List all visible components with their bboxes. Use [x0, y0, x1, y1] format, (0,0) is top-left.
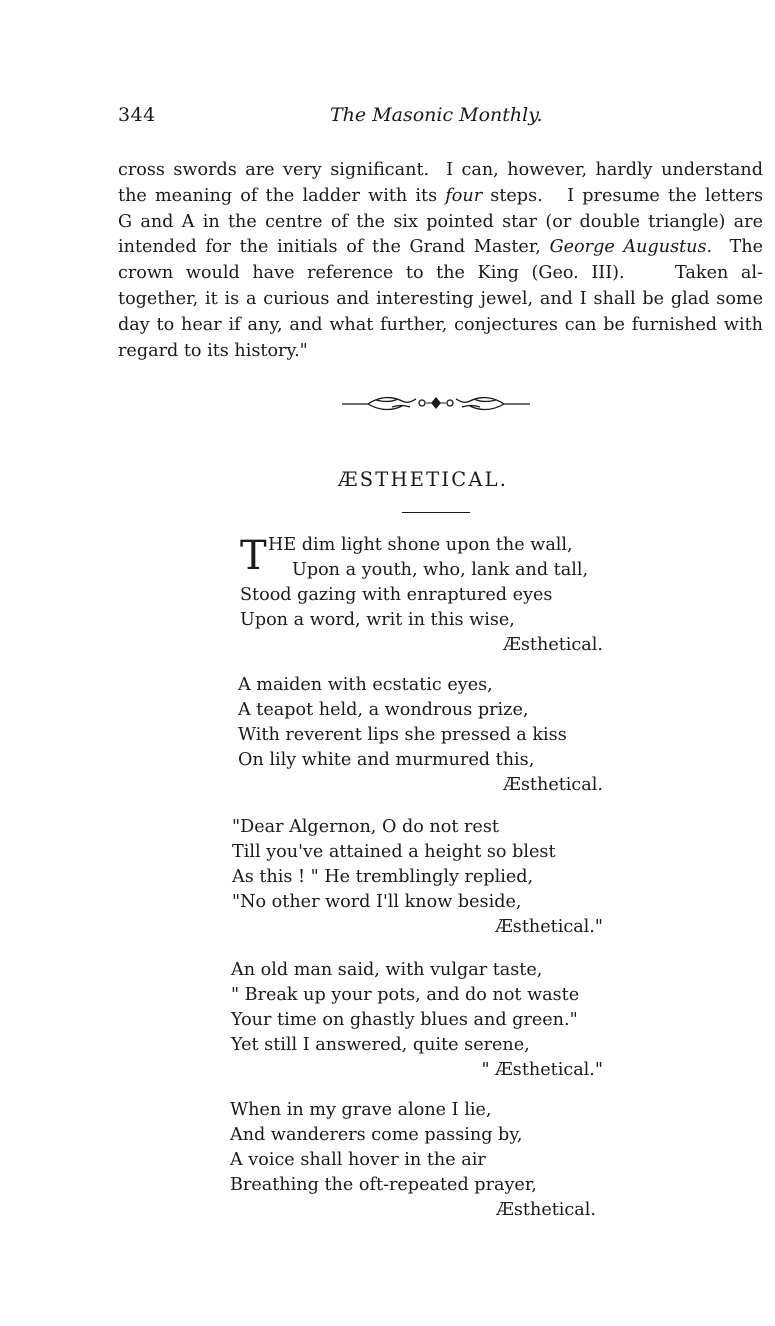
- poem-line: Yet still I answered, quite serene,: [231, 1035, 530, 1055]
- poem-stanza-3: [232, 815, 603, 940]
- poem-stanza-2: [238, 673, 603, 798]
- poem-line: When in my grave alone I lie,: [230, 1100, 492, 1120]
- poem-title: ÆSTHETICAL.: [338, 468, 509, 491]
- prose-line: day to hear if any, and what further, conjectures can be furnished with: [118, 314, 763, 335]
- poem-refrain: Æsthetical.": [495, 917, 603, 937]
- page-number: 344: [118, 104, 156, 126]
- prose-line: the meaning of the ladder with its four steps. I presume the letters: [118, 185, 763, 206]
- poem-line: With reverent lips she pressed a kiss: [238, 725, 567, 745]
- poem-line: As this ! " He tremblingly replied,: [232, 867, 534, 887]
- prose-paragraph: [118, 158, 763, 364]
- drop-cap: T: [240, 533, 267, 579]
- poem-line: Till you've attained a height so blest: [232, 842, 556, 862]
- poem-line: Your time on ghastly blues and green.": [231, 1010, 578, 1030]
- poem-line: Breathing the oft-repeated prayer,: [230, 1175, 537, 1195]
- poem-line: "No other word I'll know beside,: [232, 892, 522, 912]
- poem-refrain: " Æsthetical.": [481, 1060, 603, 1080]
- poem-refrain: Æsthetical.: [503, 635, 603, 655]
- italic-word: four: [445, 185, 483, 206]
- italic-name: George Augustus: [549, 237, 707, 258]
- poem-line: On lily white and murmured this,: [238, 750, 535, 770]
- poem-line: Stood gazing with enraptured eyes: [240, 585, 553, 605]
- prose-line: intended for the initials of the Grand Master, George Augustus. The: [118, 237, 763, 258]
- prose-line: crown would have reference to the King (Geo. III). Taken al-: [118, 263, 763, 284]
- prose-line: cross swords are very significant. I can, however, hardly understand: [118, 160, 763, 180]
- poem-line: And wanderers come passing by,: [230, 1125, 523, 1145]
- title-rule: [402, 512, 470, 513]
- poem-line: A voice shall hover in the air: [230, 1150, 486, 1170]
- poem-line: " Break up your pots, and do not waste: [231, 985, 580, 1005]
- poem-stanza-1: [240, 533, 603, 658]
- poem-line: "Dear Algernon, O do not rest: [232, 817, 499, 837]
- poem-stanza-4: [231, 958, 603, 1083]
- prose-line: together, it is a curious and interesting jewel, and I shall be glad some: [118, 288, 763, 309]
- poem-line: Upon a word, writ in this wise,: [240, 610, 515, 630]
- poem-line: HE dim light shone upon the wall,: [268, 535, 573, 555]
- poem-refrain: Æsthetical.: [503, 775, 603, 795]
- prose-line: G and A in the centre of the six pointed star (or double triangle) are: [118, 211, 763, 232]
- running-title: The Masonic Monthly.: [330, 104, 543, 126]
- ornament-divider-icon: [340, 393, 532, 413]
- poem-line: Upon a youth, who, lank and tall,: [292, 560, 589, 580]
- poem-refrain: Æsthetical.: [496, 1200, 596, 1220]
- poem-stanza-5: [230, 1098, 596, 1223]
- poem-line: A teapot held, a wondrous prize,: [238, 700, 529, 720]
- prose-line: regard to its history.": [118, 340, 308, 361]
- poem-line: An old man said, with vulgar taste,: [231, 960, 543, 980]
- poem-line: A maiden with ecstatic eyes,: [238, 675, 493, 695]
